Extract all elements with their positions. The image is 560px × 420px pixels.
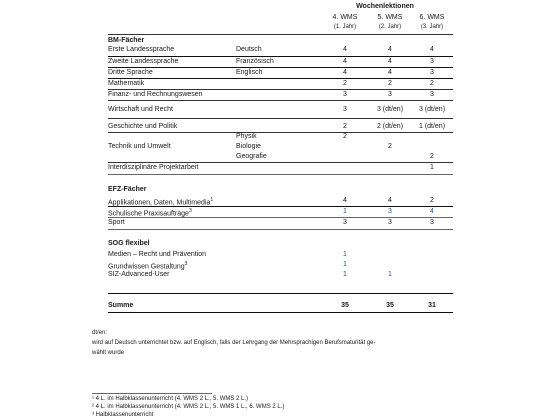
efz-row-value: 3: [430, 219, 434, 226]
bm-row-value: 4: [343, 69, 347, 76]
footnote: ² 4 L. im Halbklassenunterricht (4. WMS 2 L., 5. WMS 1 L., 6. WMS 2 L.): [92, 404, 285, 410]
header-col-1jahr: (1. Jahr): [333, 24, 357, 30]
bm-row-value: 3: [343, 106, 347, 113]
bm-row-value: 3 (dt/en): [376, 106, 404, 113]
footnote: ³ Halbklassenunterricht: [92, 412, 154, 418]
bm-row-sub-physik: Physik: [236, 133, 257, 140]
section-title-bm: BM-Fächer: [108, 37, 145, 44]
header-col-2jahr: (2. Jahr): [378, 24, 402, 30]
bm-row-value: 4: [430, 46, 434, 53]
bm-row-value: 4: [388, 58, 392, 65]
header-col-3jahr: (3. Jahr): [420, 24, 444, 30]
sog-row-label: SIZ-Advanced-User: [108, 271, 170, 278]
bm-row-label: Interdisziplinäre Projektarbeit: [108, 164, 199, 171]
bm-row-label: Geschichte und Politik: [108, 123, 178, 130]
efz-row-value: 1: [343, 208, 347, 215]
bm-row-label: Dritte Sprache: [108, 69, 153, 76]
bm-row-value: 2: [388, 80, 392, 87]
sog-row-label: Medien – Recht und Prävention: [108, 251, 207, 258]
bm-row-value: 4: [343, 46, 347, 53]
footnote: ¹ 4 L. im Halbklassenunterricht (4. WMS 2 L., 5. WMS 2 L.): [92, 396, 249, 402]
sog-row-value: 1: [343, 251, 347, 258]
section-title-efz: EFZ-Fächer: [108, 186, 147, 193]
row-divider: [108, 162, 453, 163]
bm-row-value: 3: [430, 58, 434, 65]
bm-row-value: 3 (dt/en): [418, 106, 446, 113]
bm-row-value: 2: [343, 123, 347, 130]
summe-value: 31: [428, 302, 436, 309]
sog-row-value: 1: [388, 271, 392, 278]
row-divider: [108, 217, 453, 218]
row-divider: [108, 206, 453, 207]
header-divider: [108, 34, 453, 35]
bm-row-label: Wirtschaft und Recht: [108, 106, 173, 113]
efz-row-value: 4: [388, 197, 392, 204]
bm-row-sub-biologie: Biologie: [236, 143, 261, 150]
efz-row-label: Schulische Praxisaufträge$^3$: [108, 208, 192, 218]
bm-row-label: Mathematik: [108, 80, 145, 87]
bm-row-value: 3: [388, 91, 392, 98]
sog-row-value: 1: [343, 261, 347, 268]
bm-row-value: 2: [343, 133, 347, 140]
header-col-6wms: 6. WMS: [419, 14, 445, 21]
row-divider: [108, 118, 453, 119]
note-line: wird auf Deutsch unterrichtet bzw. auf Englisch, falls der Lehrgang der Mehrsprachigen Berufsmaturität ge-: [92, 340, 376, 346]
bm-row-value: 3: [430, 91, 434, 98]
bm-row-label: Technik und Umwelt: [108, 143, 171, 150]
bm-row-value: 4: [388, 69, 392, 76]
summe-top-divider: [108, 293, 453, 294]
bm-row-value: 2: [343, 80, 347, 87]
header-wochenlektionen: Wochenlektionen: [356, 3, 414, 10]
efz-row-label: Sport: [108, 219, 125, 226]
efz-row-value: 2: [430, 197, 434, 204]
efz-row-value: 3: [388, 208, 392, 215]
header-col-4wms: 4. WMS: [332, 14, 358, 21]
row-divider: [108, 229, 453, 230]
footnote-divider: [92, 393, 212, 394]
bm-row-value: 3: [343, 91, 347, 98]
efz-row-value: 3: [388, 219, 392, 226]
bm-row-value: 4: [388, 46, 392, 53]
efz-row-value: 3: [343, 219, 347, 226]
note-line: wählt wurde: [92, 350, 125, 356]
bm-row-sub: Englisch: [236, 69, 263, 76]
header-col-5wms: 5. WMS: [377, 14, 403, 21]
bm-row-sub-geografie: Geografie: [236, 153, 267, 160]
row-divider: [108, 67, 453, 68]
bm-row-sub: Französisch: [236, 58, 274, 65]
bm-row-value: 2: [388, 143, 392, 150]
efz-row-value: 4: [343, 197, 347, 204]
row-divider: [108, 174, 453, 175]
bm-row-value: 4: [343, 58, 347, 65]
efz-row-label: Applikationen, Daten, Multimedia$^1$: [108, 197, 214, 207]
row-divider: [108, 89, 453, 90]
bm-row-sub: Deutsch: [236, 46, 262, 53]
efz-row-value: 4: [430, 208, 434, 215]
bm-row-label: Zweite Landessprache: [108, 58, 179, 65]
row-divider: [108, 56, 453, 57]
row-divider: [108, 78, 453, 79]
summe-value: 35: [386, 302, 394, 309]
bm-row-value: 1: [430, 164, 434, 171]
row-divider: [108, 132, 453, 133]
sog-row-value: 1: [343, 271, 347, 278]
bm-row-value: 2 (dt/en): [376, 123, 404, 130]
summe-label: Summe: [108, 302, 134, 309]
bm-row-label: Finanz- und Rechnungswesen: [108, 91, 203, 98]
summe-bottom-divider: [108, 312, 453, 313]
bm-row-value: 2: [430, 153, 434, 160]
bm-row-value: 1 (dt/en): [418, 123, 446, 130]
bm-row-value: 2: [430, 80, 434, 87]
sog-row-label: Grundwissen Gestaltung$^3$: [108, 261, 188, 271]
note-head: dt/en:: [92, 330, 108, 336]
bm-row-label: Erste Landessprache: [108, 46, 175, 53]
bm-row-value: 3: [430, 69, 434, 76]
section-title-sog: SOG flexibel: [108, 240, 150, 247]
row-divider: [108, 100, 453, 101]
summe-value: 35: [341, 302, 349, 309]
